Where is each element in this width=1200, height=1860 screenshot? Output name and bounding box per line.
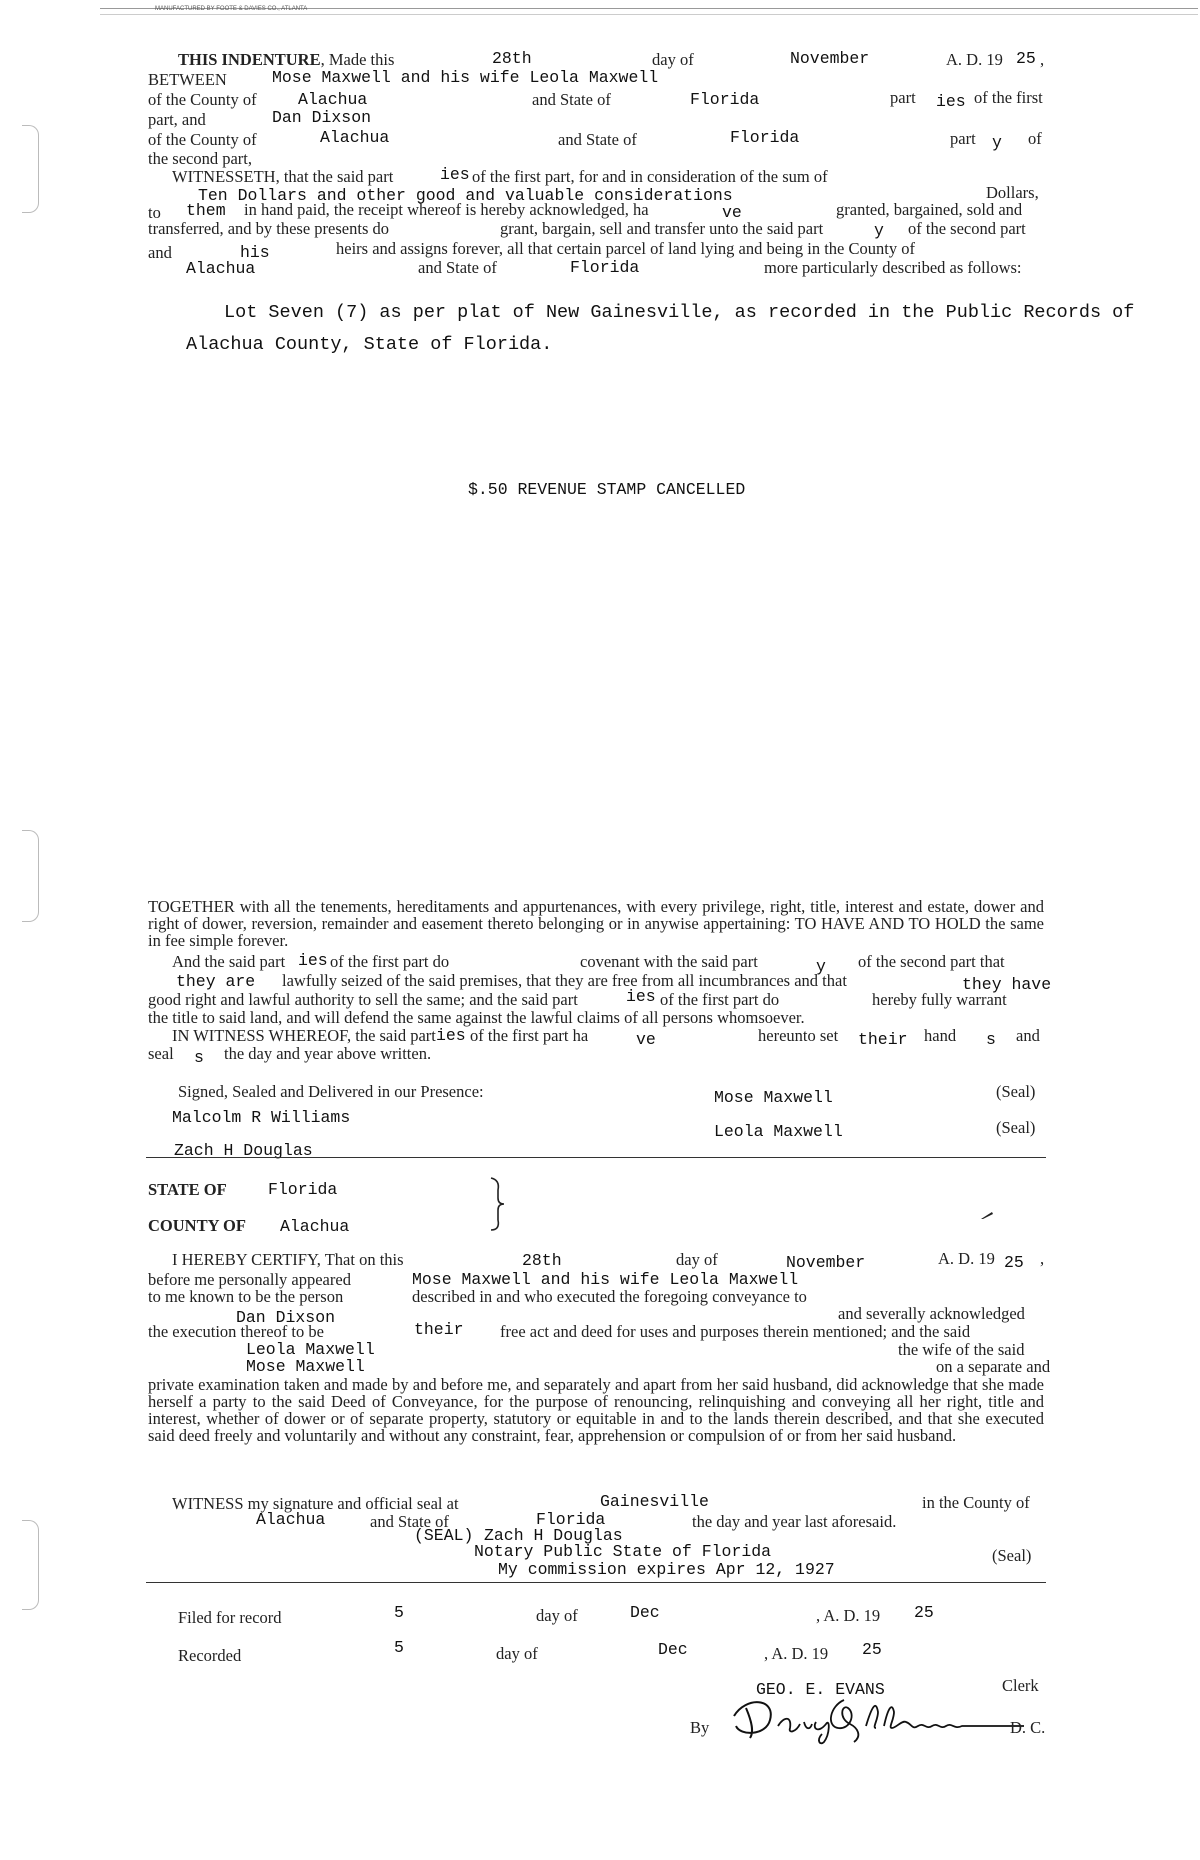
- binder-ring-bottom: [22, 1520, 39, 1610]
- second-party: Dan Dixson: [272, 108, 372, 127]
- ad-label: A. D. 19: [946, 50, 1003, 69]
- deed-month: November: [790, 49, 870, 68]
- private-examination: private examination taken and made by and before me, and separately and apart from her said husband, did acknowledge that she made herself a party to the said Deed of Conveyance, for the purpose of renouncing, relinquishing and conveying all her right, title and interest, whether of dower or of separate property, statutory or equitable in and to the lands therein described, and that she executed said deed freely and voluntarily and without any constraint, fear, apprehension or compulsion of or from her said husband.: [148, 1375, 1044, 1445]
- signed-sealed-label: Signed, Sealed and Delivered in our Presence:: [178, 1082, 484, 1101]
- recorded-day-of: day of: [496, 1644, 538, 1663]
- filed-month: Dec: [630, 1603, 660, 1622]
- ack-grantee: Dan Dixson: [236, 1308, 336, 1327]
- appeared-names: Mose Maxwell and his wife Leola Maxwell: [412, 1270, 799, 1289]
- dc-label: D. C.: [1010, 1718, 1046, 1737]
- ack-day: 28th: [522, 1251, 562, 1270]
- ack-day-of: day of: [676, 1250, 718, 1269]
- county-of-label: of the County of: [148, 90, 257, 109]
- between-label: BETWEEN: [148, 70, 227, 89]
- day-of-label: day of: [652, 50, 694, 69]
- to-whom: them: [186, 201, 226, 220]
- ack-place: Gainesville: [600, 1492, 709, 1511]
- severally-label: and severally acknowledged: [838, 1304, 1025, 1323]
- covenant-label-d: of the second part that: [858, 952, 1005, 971]
- second-of-label: of: [1028, 129, 1042, 148]
- hereby-warrant-label: hereby fully warrant: [872, 990, 1007, 1009]
- grant-suffix: y: [874, 221, 884, 240]
- heirs-text: heirs and assigns forever, all that certain parcel of land lying and being in the County of: [336, 239, 915, 258]
- hand-label: hand: [924, 1026, 957, 1045]
- ack-month: November: [786, 1253, 866, 1272]
- part-and-label: part, and: [148, 110, 206, 129]
- and-state-of-label: and State of: [370, 1512, 449, 1531]
- before-me-label: before me personally appeared: [148, 1270, 351, 1289]
- ack-year: 25: [1004, 1253, 1024, 1272]
- grant-text: grant, bargain, sell and transfer unto the said part: [500, 219, 824, 238]
- seal-s: s: [194, 1048, 204, 1067]
- and-label-2: and: [1016, 1026, 1040, 1045]
- seal-2: (Seal): [996, 1118, 1036, 1137]
- more-particularly-label: more particularly described as follows:: [764, 258, 1022, 277]
- execution-label: the execution thereof to be: [148, 1322, 324, 1341]
- together-clause: TOGETHER with all the tenements, hereditaments and appurtenances, with every privilege, right, title, interest and estate, dower and right of dower, reversion, remainder and easement thereto belonging or in anywise appertaining: TO HAVE AND TO HOLD the same in fee simple forever.: [148, 897, 1044, 950]
- seal-1: (Seal): [996, 1082, 1036, 1101]
- filed-year: 25: [914, 1603, 934, 1622]
- notary-name: Zach H Douglas: [484, 1526, 623, 1545]
- their-typed: their: [858, 1030, 908, 1049]
- recorded-label: Recorded: [178, 1646, 242, 1665]
- legal-description-line-1: Lot Seven (7) as per plat of New Gainesville, as recorded in the Public Records of: [224, 302, 1135, 323]
- dollars-label: Dollars,: [986, 183, 1039, 202]
- they-are: they are: [176, 972, 256, 991]
- revenue-stamp-note: $.50 REVENUE STAMP CANCELLED: [468, 480, 746, 499]
- ack-state: Florida: [268, 1180, 338, 1199]
- granted-label: granted, bargained, sold and: [836, 200, 1023, 219]
- land-state: Florida: [570, 258, 640, 277]
- filed-label: Filed for record: [178, 1608, 282, 1627]
- and-label: and: [148, 243, 172, 262]
- second-part-label: part: [950, 129, 976, 148]
- deed-title: THIS INDENTURE: [178, 50, 321, 69]
- day-last-label: the day and year last aforesaid.: [692, 1512, 897, 1531]
- husband-name: Mose Maxwell: [246, 1357, 365, 1376]
- they-have: they have: [962, 975, 1052, 994]
- witness-sig-label: WITNESS my signature and official seal at: [172, 1494, 459, 1513]
- witness-2: Zach H Douglas: [174, 1141, 313, 1160]
- certify-label: I HEREBY CERTIFY, That on this: [172, 1250, 404, 1269]
- covenant-label-b: of the first part do: [330, 952, 450, 971]
- deputy-clerk-signature: [726, 1686, 1026, 1746]
- binder-ring-top: [22, 125, 39, 213]
- covenant-label-a: And the said part: [172, 952, 286, 971]
- second-county: Alachua: [320, 128, 390, 147]
- filed-day: 5: [394, 1603, 404, 1622]
- in-county-of-label: in the County of: [922, 1493, 1030, 1512]
- binder-ring-middle: [22, 830, 39, 922]
- first-county: Alachua: [298, 90, 368, 109]
- land-state-of-label: and State of: [418, 258, 497, 277]
- of-the-first-label: of the first: [974, 88, 1043, 107]
- ack-county: Alachua: [280, 1217, 350, 1236]
- good-right-label: good right and lawful authority to sell the same; and the said part: [148, 990, 578, 1009]
- in-witness-label: IN WITNESS WHEREOF, the said part: [172, 1026, 436, 1045]
- have-suffix: ve: [722, 203, 742, 222]
- known-label: to me known to be the person: [148, 1287, 344, 1306]
- land-county: Alachua: [186, 259, 256, 278]
- lawfully-label: lawfully seized of the said premises, that they are free from all incumbrances and that: [282, 971, 847, 990]
- witnesseth-label: WITNESSETH, that the said part: [172, 167, 394, 186]
- covenant-party-suffix: y: [816, 957, 826, 976]
- first-part-suffix: ies: [936, 92, 966, 111]
- brace: [488, 1176, 508, 1232]
- covenant-label-c: covenant with the said part: [580, 952, 758, 971]
- ack-comma: ,: [1040, 1249, 1045, 1268]
- first-state: Florida: [690, 90, 760, 109]
- commission-expiry: My commission expires Apr 12, 1927: [498, 1560, 835, 1579]
- heirs-pronoun: his: [240, 243, 270, 262]
- ack-state-2: Florida: [536, 1510, 606, 1529]
- day-year-label: the day and year above written.: [224, 1044, 432, 1063]
- good-right-suffix: ies: [626, 987, 656, 1006]
- of-second-part-label: of the second part: [908, 219, 1026, 238]
- first-parties: Mose Maxwell and his wife Leola Maxwell: [272, 68, 659, 87]
- first-part-have-label: of the first part ha: [470, 1026, 589, 1045]
- deed-year: 25: [1016, 49, 1036, 68]
- witnesseth-suffix: ies: [440, 165, 470, 184]
- deed-day: 28th: [492, 49, 532, 68]
- second-county-of-label: of the County of: [148, 130, 257, 149]
- by-label: By: [690, 1718, 710, 1737]
- state-of-label: and State of: [532, 90, 611, 109]
- hand-s: s: [986, 1030, 996, 1049]
- clerk-label: Clerk: [1002, 1676, 1039, 1695]
- ink-mark: [980, 1210, 994, 1220]
- wife-of-label: the wife of the said: [898, 1340, 1025, 1359]
- part-label: part: [890, 88, 916, 107]
- filed-day-of: day of: [536, 1606, 578, 1625]
- warrant-label: of the first part do: [660, 990, 780, 1009]
- notary-title: Notary Public State of Florida: [474, 1542, 772, 1561]
- seal-label: seal: [148, 1044, 174, 1063]
- wife-name: Leola Maxwell: [246, 1340, 375, 1359]
- county-label: COUNTY OF: [148, 1216, 246, 1235]
- ad-comma: ,: [1040, 50, 1045, 69]
- ack-county-2: Alachua: [256, 1510, 326, 1529]
- transferred-label: transferred, and by these presents do: [148, 219, 389, 238]
- second-state-of-label: and State of: [558, 130, 637, 149]
- notary-seal-label: (Seal): [992, 1546, 1032, 1565]
- second-part-suffix: y: [992, 133, 1002, 152]
- filed-ad-label: , A. D. 19: [816, 1606, 881, 1625]
- divider-2: [146, 1582, 1046, 1583]
- recorded-day: 5: [394, 1638, 404, 1657]
- have-typed: ve: [636, 1030, 656, 1049]
- ack-ad-label: A. D. 19: [938, 1249, 995, 1268]
- on-separate-label: on a separate and: [936, 1357, 1051, 1376]
- recorded-ad-label: , A. D. 19: [764, 1644, 829, 1663]
- grantor-1: Mose Maxwell: [714, 1088, 833, 1107]
- hereunto-label: hereunto set: [758, 1026, 839, 1045]
- ack-their: their: [414, 1320, 464, 1339]
- made-this-label: , Made this: [320, 50, 395, 69]
- printer-line: MANUFACTURED BY FOOTE & DAVIES CO., ATLANTA: [155, 6, 308, 12]
- seal-typed: (SEAL): [414, 1526, 474, 1545]
- consideration-label: of the first part, for and in consideration of the sum of: [472, 167, 828, 186]
- witness-1: Malcolm R Williams: [172, 1108, 351, 1127]
- state-label: STATE OF: [148, 1180, 227, 1199]
- title-line: the title to said land, and will defend the same against the lawful claims of all persons whomsoever.: [148, 1008, 805, 1027]
- covenant-suffix: ies: [298, 951, 328, 970]
- receipt-label: in hand paid, the receipt whereof is hereby acknowledged, ha: [244, 200, 649, 219]
- in-witness-suffix: ies: [436, 1026, 466, 1045]
- consideration-sum: Ten Dollars and other good and valuable considerations: [198, 186, 733, 205]
- second-state: Florida: [730, 128, 800, 147]
- recorded-year: 25: [862, 1640, 882, 1659]
- recorded-month: Dec: [658, 1640, 688, 1659]
- divider-1: [146, 1157, 1046, 1158]
- to-label: to: [148, 203, 161, 222]
- legal-description-line-2: Alachua County, State of Florida.: [186, 334, 553, 355]
- the-second-part-label: the second part,: [148, 149, 253, 168]
- described-label: described in and who executed the foregoing conveyance to: [412, 1287, 807, 1306]
- clerk-name: GEO. E. EVANS: [756, 1680, 885, 1699]
- free-act-label: free act and deed for uses and purposes therein mentioned; and the said: [500, 1322, 971, 1341]
- grantor-2: Leola Maxwell: [714, 1122, 843, 1141]
